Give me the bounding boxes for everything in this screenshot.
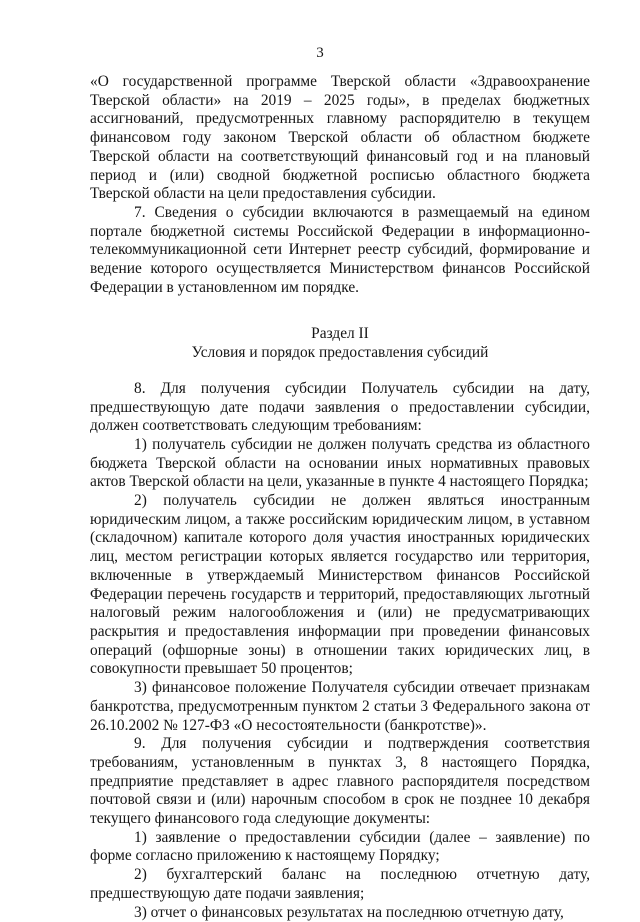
paragraph-8: 8. Для получения субсидии Получатель субсидии на дату, предшествующую дате подачи заявления о предоставлении субсидии, должен соответствовать следующим требованиям: — [90, 379, 590, 435]
paragraph-9-item-1: 1) заявление о предоставлении субсидии (далее – заявление) по форме согласно приложению к настоящему Порядку; — [90, 828, 590, 865]
paragraph-8-item-1: 1) получатель субсидии не должен получать средства из областного бюджета Тверской области на основании иных нормативных правовых актов Тверской области на цели, указанные в пункте 4 настоящего Порядка; — [90, 435, 590, 491]
paragraph-7: 7. Сведения о субсидии включаются в размещаемый на едином портале бюджетной системы Российской Федерации в информационно-телекоммуникационной сети Интернет реестр субсидий, формирование и ведение которого осуществляется Министерством финансов Российской Федерации в установленном им порядке. — [90, 203, 590, 296]
paragraph-8-item-3: 3) финансовое положение Получателя субсидии отвечает признакам банкротства, предусмотренным пунктом 2 статьи 3 Федерального закона от 26.10.2002 № 127-ФЗ «О несостоятельности (банкротстве)». — [90, 679, 590, 734]
page-number: 3 — [316, 45, 324, 61]
paragraph-9-item-3: 3) отчет о финансовых результатах на последнюю отчетную дату, — [134, 903, 564, 921]
paragraph-8-item-2: 2) получатель субсидии не должен являться иностранным юридическим лицом, а также российским юридическим лицом, в уставном (складочном) капитале которого доля участия иностранных юридических лиц, местом регистрации которых является государство или территория, включенные в утверждаемый Министерством финансов Российской Федерации перечень государств и территорий, предоставляющих льготный налоговый режим налогообложения и (или) не предусматривающих раскрытия и предоставления информации при проведении финансовых операций (офшорные зоны) в отношении таких юридических лиц, в совокупности превышает 50 процентов; — [90, 492, 590, 678]
section-title: Условия и порядок предоставления субсидий — [191, 344, 489, 362]
document-body — [90, 73, 590, 922]
paragraph-continuation: «О государственной программе Тверской области «Здравоохранение Тверской области» на 2019 – 2025 годы», в пределах бюджетных ассигнований, предусмотренных главному распорядителю в текущем финансовом году законом Тверской области об областном бюджете Тверской области на соответствующий финансовый год и на плановый период и (или) сводной бюджетной росписью областного бюджета Тверской области на цели предоставления субсидии. — [90, 73, 590, 203]
paragraph-9: 9. Для получения субсидии и подтверждения соответствия требованиям, установленным в пунктах 3, 8 настоящего Порядка, предприятие представляет в адрес главного распорядителя посредством почтовой связи и (или) нарочным способом в срок не позднее 10 декабря текущего финансового года следующие документы: — [90, 735, 590, 828]
section-number: Раздел II — [311, 325, 369, 343]
paragraph-9-item-2: 2) бухгалтерский баланс на последнюю отчетную дату, предшествующую дате подачи заявления; — [90, 866, 590, 902]
